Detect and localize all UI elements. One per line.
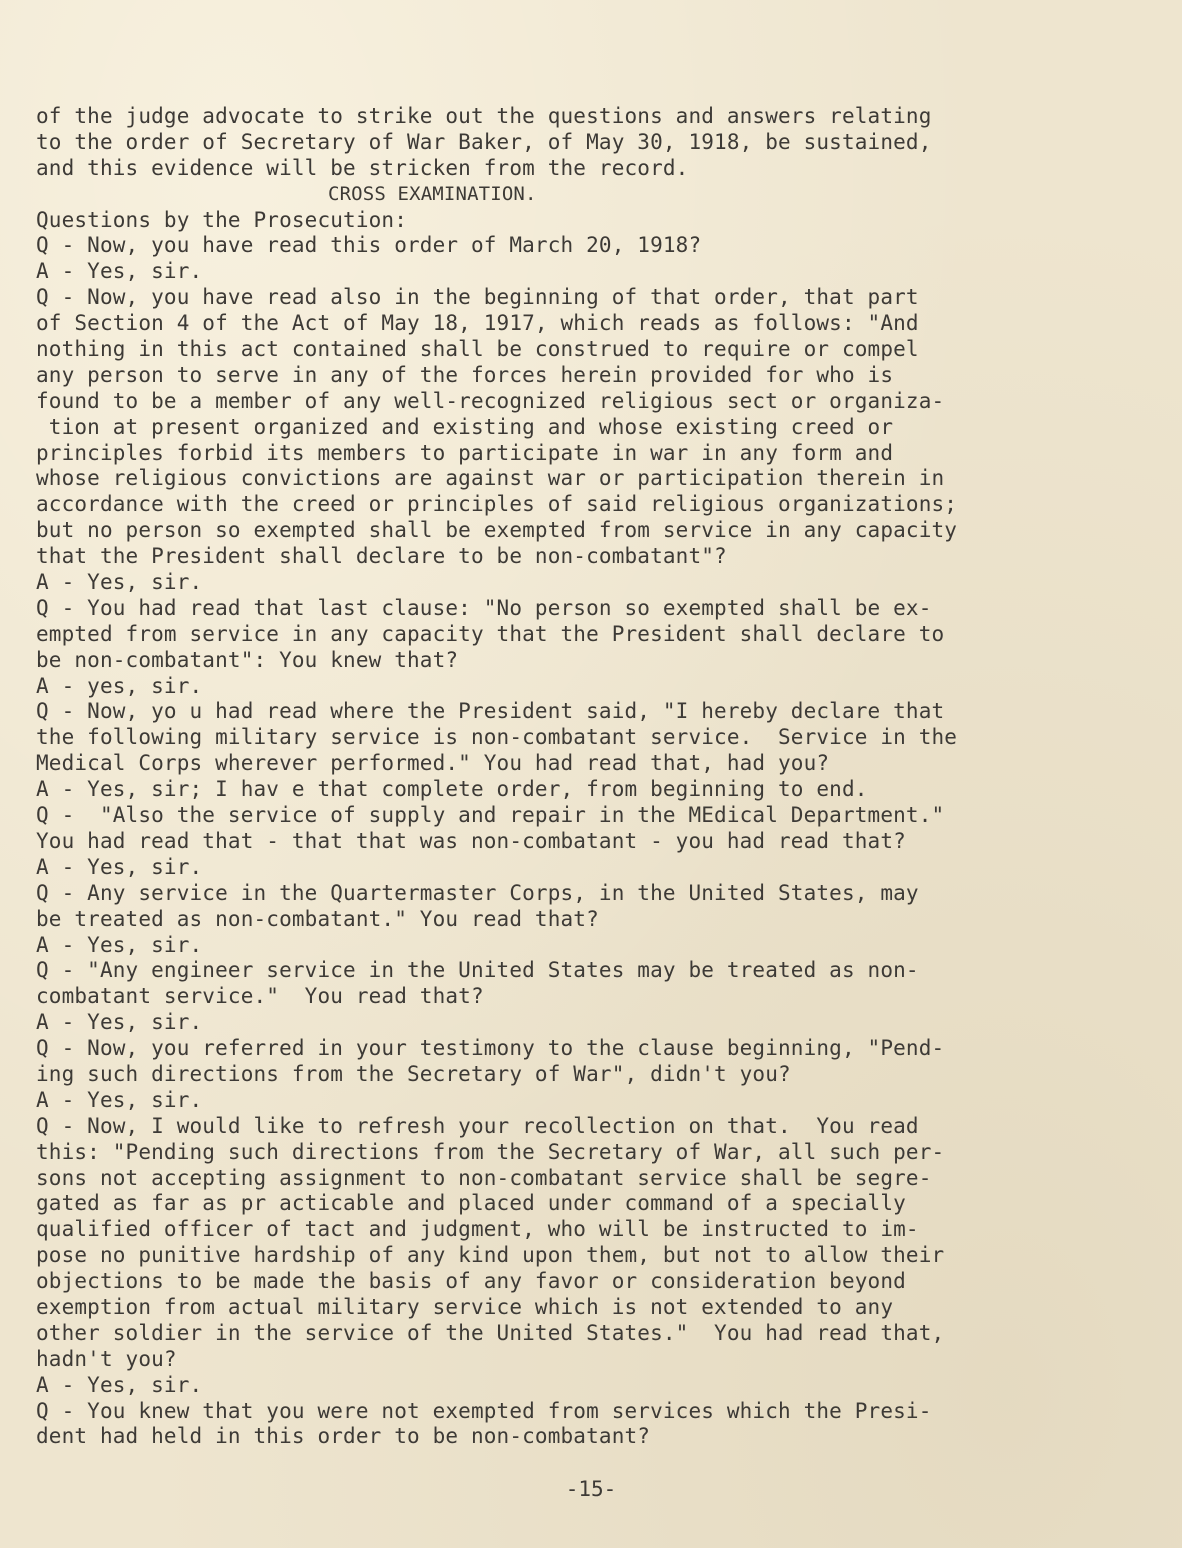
text-line: Q - Any service in the Quartermaster Corps, in the United States, may	[36, 880, 919, 905]
text-line: any person to serve in any of the forces herein provided for who is	[36, 362, 894, 387]
text-line: be treated as non-combatant." You read that?	[36, 906, 599, 931]
text-line: but no person so exempted shall be exempted from service in any capacity	[36, 518, 958, 543]
text-line: and this evidence will be stricken from the record.	[36, 155, 689, 180]
text-line: pose no punitive hardship of any kind upon them, but not to allow their	[36, 1243, 945, 1268]
text-line: other soldier in the service of the United States." You had read that,	[36, 1320, 945, 1345]
text-line: qualified officer of tact and judgment, who will be instructed to im-	[36, 1217, 919, 1242]
text-line: gated as far as pr acticable and placed under command of a specially	[36, 1191, 906, 1216]
text-line: dent had held in this order to be non-combatant?	[36, 1424, 651, 1449]
text-line: of the judge advocate to strike out the questions and answers relating	[36, 104, 932, 128]
text-line: accordance with the creed or principles of said religious organizations;	[36, 492, 958, 517]
text-line: empted from service in any capacity that the President shall declare to	[36, 621, 945, 646]
text-line: A - Yes, sir.	[36, 854, 203, 879]
text-line: Q - "Also the service of supply and repair in the MEdical Department."	[36, 803, 945, 828]
text-line: found to be a member of any well-recognized religious sect or organiza-	[36, 388, 945, 413]
text-line: hadn't you?	[36, 1346, 177, 1371]
text-line: tion at present organized and existing and whose existing creed or	[36, 414, 894, 439]
text-line: Q - Now, you have read also in the beginning of that order, that part	[36, 285, 919, 310]
text-line: be non-combatant": You knew that?	[36, 647, 459, 672]
text-line: Q - Now, you have read this order of March 20, 1918?	[36, 233, 702, 258]
text-line: A - Yes, sir.	[36, 1010, 203, 1035]
text-line: Q - Now, you referred in your testimony to the clause beginning, "Pend-	[36, 1036, 945, 1061]
text-line: combatant service." You read that?	[36, 984, 484, 1009]
text-line: objections to be made the basis of any favor or consideration beyond	[36, 1269, 906, 1294]
text-line: Questions by the Prosecution:	[36, 207, 407, 232]
text-line: A - Yes, sir.	[36, 1087, 203, 1112]
text-line: that the President shall declare to be non-combatant"?	[36, 544, 727, 569]
text-line: Q - You knew that you were not exempted from services which the Presi-	[36, 1398, 932, 1423]
text-line: to the order of Secretary of War Baker, of May 30, 1918, be sustained,	[36, 129, 932, 154]
text-line: Q - "Any engineer service in the United States may be treated as non-	[36, 958, 919, 983]
text-line: A - Yes, sir.	[36, 259, 203, 284]
text-line: exemption from actual military service which is not extended to any	[36, 1294, 894, 1319]
text-line: this: "Pending such directions from the Secretary of War, all such per-	[36, 1139, 945, 1164]
text-line: the following military service is non-combatant service. Service in the	[36, 725, 958, 750]
text-line: A - Yes, sir.	[36, 1372, 203, 1397]
text-line: Q - You had read that last clause: "No person so exempted shall be ex-	[36, 595, 932, 620]
text-line: sons not accepting assignment to non-combatant service shall be segre-	[36, 1165, 932, 1190]
text-line: nothing in this act contained shall be construed to require or compel	[36, 337, 919, 362]
text-line: whose religious convictions are against war or participation therein in	[36, 466, 945, 491]
text-line: Medical Corps wherever performed." You had read that, had you?	[36, 751, 830, 776]
text-line: of Section 4 of the Act of May 18, 1917, which reads as follows: "And	[36, 311, 919, 336]
text-line: Q - Now, yo u had read where the President said, "I hereby declare that	[36, 699, 945, 724]
text-line: A - Yes, sir.	[36, 570, 203, 595]
text-line: A - yes, sir.	[36, 673, 203, 698]
section-heading: CROSS EXAMINATION.	[328, 182, 537, 205]
text-line: Q - Now, I would like to refresh your recollection on that. You read	[36, 1113, 919, 1138]
transcript-body	[36, 104, 1146, 1450]
text-line: A - Yes, sir.	[36, 932, 203, 957]
text-line: principles forbid its members to participate in war in any form and	[36, 440, 894, 465]
page-number: -15-	[565, 1477, 617, 1501]
text-line: ing such directions from the Secretary of War", didn't you?	[36, 1061, 791, 1086]
text-line: A - Yes, sir; I hav e that complete order, from beginning to end.	[36, 777, 868, 802]
text-line: You had read that - that that was non-combatant - you had read that?	[36, 828, 906, 853]
